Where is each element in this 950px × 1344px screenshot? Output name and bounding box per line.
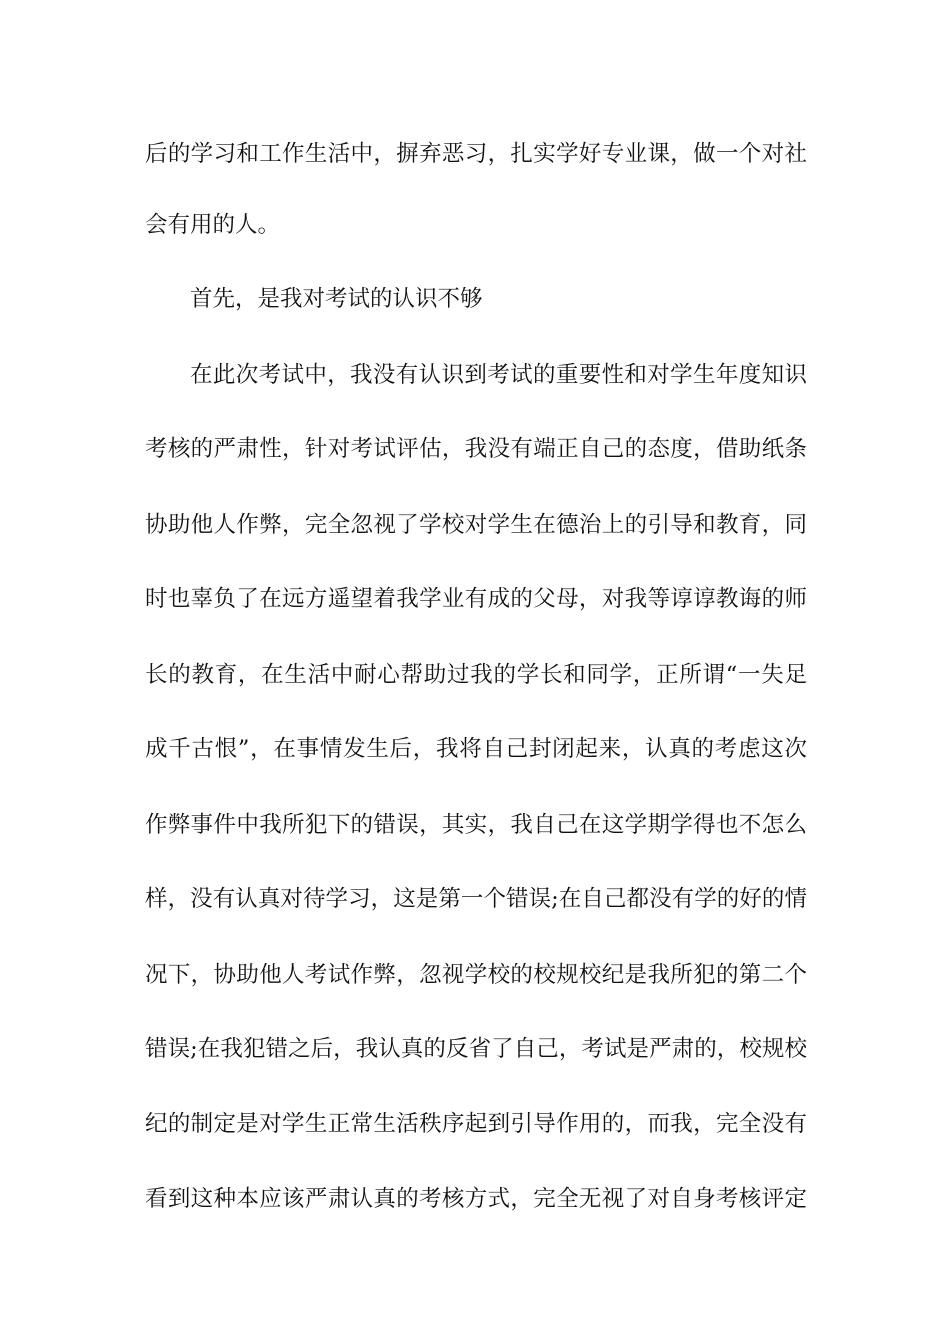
text-line: 错误;在我犯错之后，我认真的反省了自己，考试是严肃的，校规校 xyxy=(145,1036,807,1062)
text-line: 看到这种本应该严肃认真的考核方式，完全无视了对自身考核评定 xyxy=(145,1186,807,1212)
text-line: 时也辜负了在远方遥望着我学业有成的父母，对我等谆谆教诲的师 xyxy=(145,586,807,612)
text-line: 考核的严肃性，针对考试评估，我没有端正自己的态度，借助纸条 xyxy=(145,436,807,462)
text-line: 纪的制定是对学生正常生活秩序起到引导作用的，而我，完全没有 xyxy=(145,1111,807,1137)
text-line: 在此次考试中，我没有认识到考试的重要性和对学生年度知识 xyxy=(190,362,807,388)
text-line: 后的学习和工作生活中，摒弃恶习，扎实学好专业课，做一个对社 xyxy=(145,141,807,167)
text-line: 成千古恨”，在事情发生后，我将自己封闭起来，认真的考虑这次 xyxy=(145,736,807,762)
text-line: 样，没有认真对待学习，这是第一个错误;在自己都没有学的好的情 xyxy=(145,886,807,912)
text-line: 况下，协助他人考试作弊，忽视学校的校规校纪是我所犯的第二个 xyxy=(145,962,807,988)
text-line: 协助他人作弊，完全忽视了学校对学生在德治上的引导和教育，同 xyxy=(145,512,807,538)
text-line: 作弊事件中我所犯下的错误，其实，我自己在这学期学得也不怎么 xyxy=(145,812,807,838)
section-heading: 首先，是我对考试的认识不够 xyxy=(190,286,483,312)
text-line: 长的教育，在生活中耐心帮助过我的学长和同学，正所谓“一失足 xyxy=(145,662,807,688)
text-line: 会有用的人。 xyxy=(145,212,281,238)
